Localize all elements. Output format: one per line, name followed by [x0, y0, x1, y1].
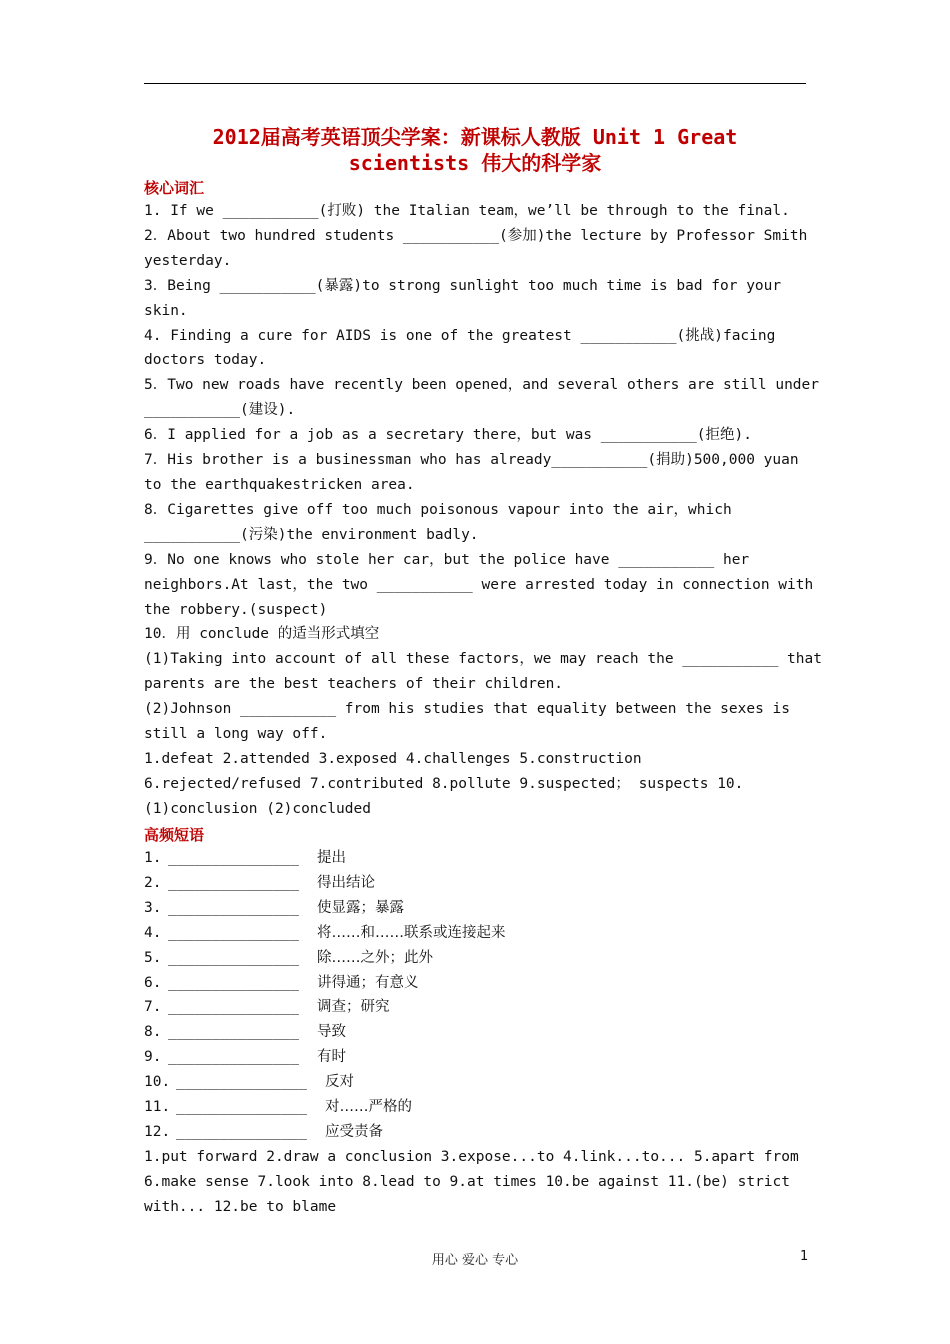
- phrase-blank: _______________: [168, 999, 299, 1016]
- vocab-line: 5．Two new roads have recently been opened，and several others are still under: [144, 377, 820, 394]
- phrase-item: [144, 971, 806, 996]
- phrase-meaning: 导致: [316, 1024, 346, 1041]
- phrase-number: 8.: [144, 1024, 162, 1041]
- phrase-blank: _______________: [168, 850, 299, 866]
- phrase-meaning: 调查；研究: [316, 999, 390, 1016]
- phrase-number: 2.: [144, 874, 162, 891]
- vocab-line: parents are the best teachers of their children.: [144, 676, 564, 693]
- phrase-number: 12.: [144, 1123, 171, 1140]
- vocab-answer-line: 1.defeat 2.attended 3.exposed 4.challenges 5.construction: [144, 750, 642, 767]
- phrase-meaning: 应受责备: [324, 1123, 383, 1140]
- phrase-meaning: 有时: [316, 1049, 346, 1066]
- vocab-answer-line: 6.rejected/refused 7.contributed 8.pollute 9.suspected； suspects 10.: [144, 775, 744, 792]
- phrase-item: [144, 896, 806, 921]
- phrases-body: [144, 846, 806, 1220]
- vocab-line: ___________(污染)the environment badly.: [144, 526, 479, 543]
- phrase-number: 3.: [144, 899, 162, 916]
- header-rule: [144, 83, 806, 84]
- vocab-answer-line: (1)conclusion (2)concluded: [144, 800, 371, 817]
- phrases-answer-line: 6.make sense 7.look into 8.lead to 9.at times 10.be against 11.(be) strict: [144, 1173, 791, 1190]
- phrase-item: [144, 846, 806, 871]
- vocab-line: 3．Being ___________(暴露)to strong sunlight too much time is bad for your: [144, 277, 782, 294]
- phrase-item: [144, 1020, 806, 1045]
- phrases-answer-line: with... 12.be to blame: [144, 1198, 337, 1215]
- phrase-blank: _______________: [176, 1099, 307, 1116]
- vocab-line: 7．His brother is a businessman who has already___________(捐助)500,000 yuan: [144, 452, 799, 469]
- phrase-number: 1.: [144, 850, 162, 866]
- vocab-line: neighbors.At last，the two ___________ were arrested today in connection with: [144, 576, 814, 593]
- phrase-meaning: 讲得通；有意义: [316, 974, 419, 991]
- vocab-line: 4. Finding a cure for AIDS is one of the greatest ___________(挑战)facing: [144, 327, 776, 344]
- phrase-meaning: 提出: [316, 850, 346, 866]
- vocab-line: skin.: [144, 302, 188, 319]
- vocab-line: 8．Cigarettes give off too much poisonous vapour into the air，which: [144, 501, 732, 518]
- vocab-line: still a long way off.: [144, 726, 328, 743]
- vocab-line: (2)Johnson ___________ from his studies that equality between the sexes is: [144, 701, 791, 718]
- phrases-answer-line: 1.put forward 2.draw a conclusion 3.expose...to 4.link...to... 5.apart from: [144, 1148, 799, 1165]
- phrase-blank: _______________: [168, 924, 299, 941]
- phrase-blank: _______________: [176, 1123, 307, 1140]
- phrase-item: [144, 1095, 806, 1120]
- title-line-1: 2012届高考英语顶尖学案：新课标人教版 Unit 1 Great: [212, 125, 738, 149]
- phrase-blank: _______________: [168, 974, 299, 991]
- phrase-blank: _______________: [176, 1074, 307, 1091]
- phrase-blank: _______________: [168, 949, 299, 966]
- phrase-item: [144, 1120, 806, 1145]
- phrase-blank: _______________: [168, 899, 299, 916]
- vocab-line: doctors today.: [144, 352, 267, 369]
- phrase-meaning: 除……之外；此外: [316, 949, 433, 966]
- page-number: 1: [800, 1249, 809, 1264]
- vocab-line: 10．用 conclude 的适当形式填空: [144, 626, 380, 643]
- phrase-item: [144, 995, 806, 1020]
- phrase-blank: _______________: [168, 874, 299, 891]
- vocab-line: 2．About two hundred students ___________(参加)the lecture by Professor Smith: [144, 227, 808, 244]
- page-footer: 用心 爱心 专心: [431, 1253, 519, 1268]
- document-title: [144, 124, 806, 176]
- phrase-number: 5.: [144, 949, 162, 966]
- phrase-number: 10.: [144, 1074, 171, 1091]
- vocab-line: 1. If we ___________(打败) the Italian team，we’ll be through to the final.: [144, 203, 790, 219]
- phrase-number: 7.: [144, 999, 162, 1016]
- vocab-body: [144, 199, 822, 822]
- phrase-number: 6.: [144, 974, 162, 991]
- phrase-item: [144, 1070, 806, 1095]
- phrase-meaning: 得出结论: [316, 874, 375, 891]
- vocab-line: 9．No one knows who stole her car，but the police have ___________ her: [144, 551, 750, 568]
- phrase-blank: _______________: [168, 1049, 299, 1066]
- phrase-item: [144, 871, 806, 896]
- phrase-number: 11.: [144, 1099, 171, 1116]
- phrase-meaning: 使显露；暴露: [316, 899, 404, 916]
- vocab-heading: 核心词汇: [144, 179, 205, 197]
- phrases-heading: 高频短语: [144, 826, 205, 844]
- phrase-meaning: 将……和……联系或连接起来: [316, 924, 506, 941]
- phrase-blank: _______________: [168, 1024, 299, 1041]
- phrase-item: [144, 1045, 806, 1070]
- phrase-meaning: 反对: [324, 1074, 354, 1091]
- vocab-line: ___________(建设).: [144, 402, 296, 419]
- phrase-item: [144, 921, 806, 946]
- vocab-line: (1)Taking into account of all these factors，we may reach the ___________ that: [144, 651, 822, 668]
- phrase-meaning: 对……严格的: [324, 1099, 412, 1116]
- phrase-item: [144, 946, 806, 971]
- vocab-line: to the earthquakestricken area.: [144, 476, 415, 493]
- phrase-number: 4.: [144, 924, 162, 941]
- phrase-number: 9.: [144, 1049, 162, 1066]
- vocab-line: yesterday.: [144, 252, 232, 269]
- title-line-2: scientists 伟大的科学家: [348, 151, 602, 175]
- vocab-line: 6．I applied for a job as a secretary there，but was ___________(拒绝).: [144, 427, 752, 444]
- vocab-line: the robbery.(suspect): [144, 601, 328, 618]
